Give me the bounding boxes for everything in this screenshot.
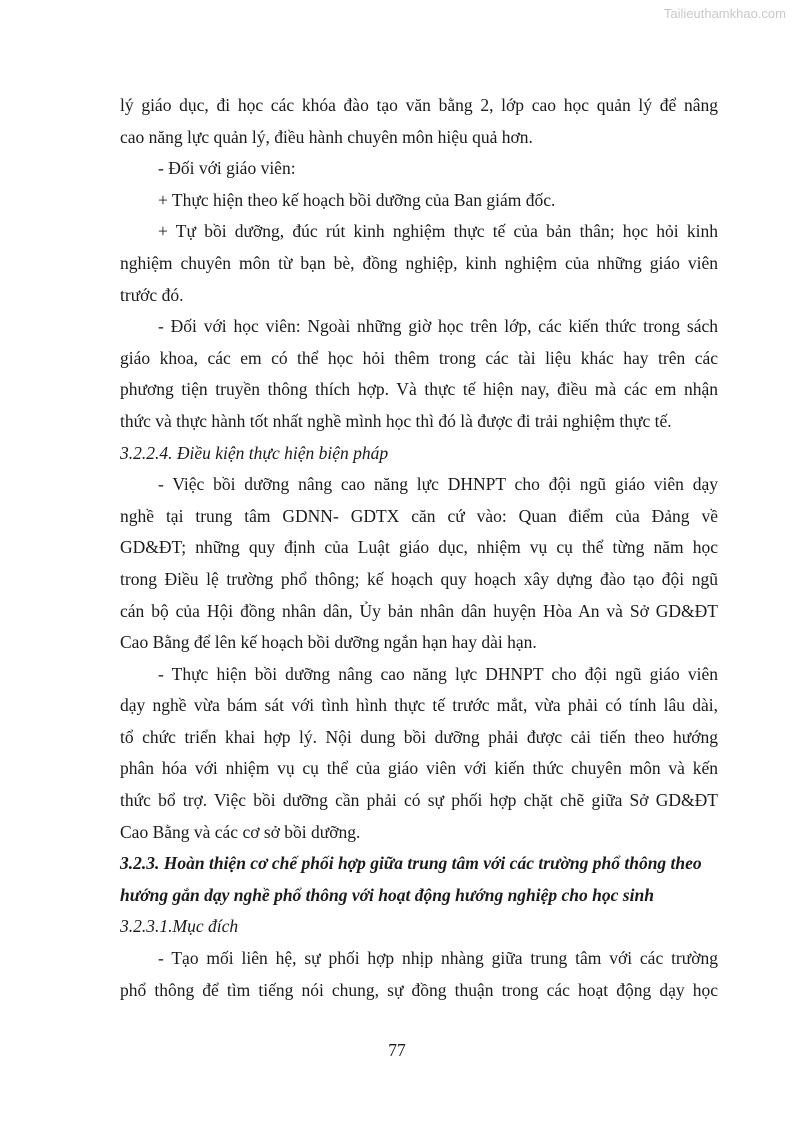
text-line: trong Điều lệ trường phổ thông; kế hoạch quy hoạch xây dựng đào tạo đội ngũ [120,568,718,589]
text-line: lý giáo dục, đi học các khóa đào tạo văn bằng 2, lớp cao học quản lý để nâng [120,95,718,115]
text-line: - Đối với giáo viên: [158,158,296,179]
text-line: + Thực hiện theo kế hoạch bồi dưỡng của Ban giám đốc. [158,189,556,210]
page-number: 77 [388,1040,406,1060]
text-line: trước đó. [120,284,184,305]
text-line: dạy nghề vừa bám sát với tình hình thực tế trước mắt, vừa phải có tính lâu dài, [120,695,718,716]
subsection-heading: 3.2.2.4. Điều kiện thực hiện biện pháp [120,442,389,463]
text-line: - Tạo mối liên hệ, sự phối hợp nhịp nhàng giữa trung tâm với các trường [158,948,718,969]
text-line: - Thực hiện bồi dưỡng nâng cao năng lực DHNPT cho đội ngũ giáo viên [158,663,718,684]
text-line: phân hóa với nhiệm vụ cụ thể của giáo viên với kiến thức chuyên môn và kến [120,758,718,779]
subsection-heading: 3.2.3.1.Mục đích [120,916,239,937]
text-line: cao năng lực quản lý, điều hành chuyên môn hiệu quả hơn. [120,126,533,147]
text-line: thức bổ trợ. Việc bồi dưỡng cần phải có sự phối hợp chặt chẽ giữa Sở GD&ĐT [120,790,718,811]
text-line: thức và thực hành tốt nhất nghề mình học thì đó là được đi trải nghiệm thực tế. [120,410,672,431]
text-line: cán bộ của Hội đồng nhân dân, Ủy bản nhân dân huyện Hòa An và Sở GD&ĐT [120,600,718,621]
text-line: - Đối với học viên: Ngoài những giờ học trên lớp, các kiến thức trong sách [158,316,718,337]
text-line: + Tự bồi dưỡng, đúc rút kinh nghiệm thực tế của bản thân; học hỏi kinh [158,221,718,242]
text-line: tổ chức triển khai hợp lý. Nội dung bồi dưỡng phải được cải tiến theo hướng [120,726,718,747]
text-line: Cao Bằng và các cơ sở bồi dưỡng. [120,821,361,842]
text-line: nghề tại trung tâm GDNN- GDTX căn cứ vào: Quan điểm của Đảng về [120,505,718,526]
page-body [120,90,718,1006]
text-line: Cao Bằng để lên kế hoạch bồi dưỡng ngắn hạn hay dài hạn. [120,632,537,653]
text-line: giáo khoa, các em có thể học hỏi thêm trong các tài liệu khác hay trên các [120,347,718,368]
text-line: - Việc bồi dưỡng nâng cao năng lực DHNPT cho đội ngũ giáo viên dạy [158,474,718,495]
section-heading: 3.2.3. Hoàn thiện cơ chế phối hợp giữa trung tâm với các trường phổ thông theo [120,853,702,874]
text-line: GD&ĐT; những quy định của Luật giáo dục, nhiệm vụ cụ thể từng năm học [120,537,718,558]
text-line: nghiệm chuyên môn từ bạn bè, đồng nghiệp, kinh nghiệm của những giáo viên [120,252,718,273]
text-line: phổ thông để tìm tiếng nói chung, sự đồng thuận trong các hoạt động dạy học [120,979,718,1000]
text-line: phương tiện truyền thông thích hợp. Và thực tế hiện nay, điều mà các em nhận [120,379,718,400]
section-heading: hướng gắn dạy nghề phổ thông với hoạt động hướng nghiệp cho học sinh [120,884,654,905]
watermark: Tailieuthamkhao.com [663,6,786,21]
